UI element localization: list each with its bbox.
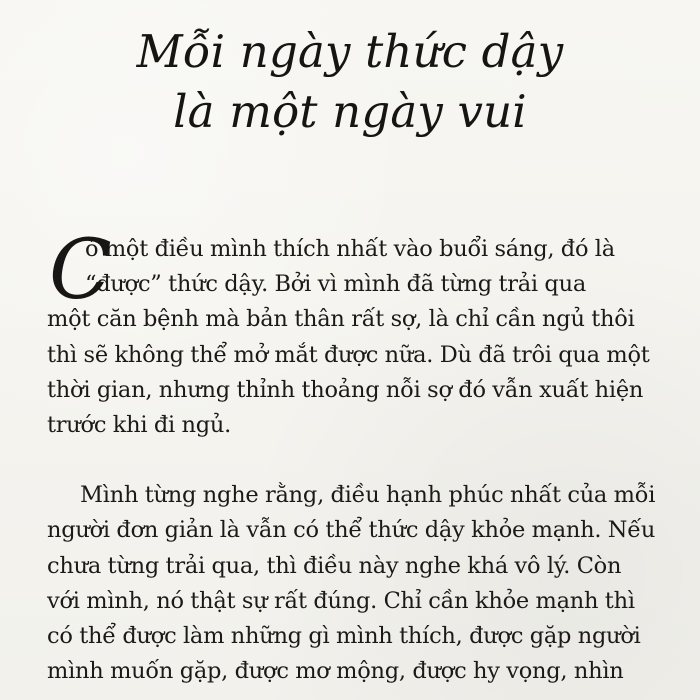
paragraph-2-line-3: chưa từng trải qua, thì điều này nghe khá vô lý. Còn xyxy=(47,552,622,579)
paragraph-1-line-4: thì sẽ không thể mở mắt được nữa. Dù đã trôi qua một xyxy=(47,341,650,368)
body-text xyxy=(47,223,680,689)
paragraph-2-line-6: mình muốn gặp, được mơ mộng, được hy vọng, nhìn xyxy=(47,658,624,685)
paragraph-2 xyxy=(47,478,680,689)
title-line-1: Mỗi ngày thức dậy xyxy=(136,25,564,78)
paragraph-1-line-5: thời gian, nhưng thỉnh thoảng nỗi sợ đó vẫn xuất hiện xyxy=(47,376,644,403)
paragraph-1-line-6: trước khi đi ngủ. xyxy=(47,412,232,439)
title-line-2: là một ngày vui xyxy=(173,85,527,138)
paragraph-1-line-3: một căn bệnh mà bản thân rất sợ, là chỉ cần ngủ thôi xyxy=(47,306,635,333)
paragraph-1-line-2: “được” thức dậy. Bởi vì mình đã từng trải qua xyxy=(85,271,586,298)
paragraph-2-line-2: người đơn giản là vẫn có thể thức dậy khỏe mạnh. Nếu xyxy=(47,517,656,544)
paragraph-2-line-5: có thể được làm những gì mình thích, được gặp người xyxy=(47,623,641,650)
drop-cap: C xyxy=(49,223,112,318)
paragraph-2-line-1: Mình từng nghe rằng, điều hạnh phúc nhất của mỗi xyxy=(80,482,656,509)
paragraph-2-line-4: với mình, nó thật sự rất đúng. Chỉ cần khỏe mạnh thì xyxy=(47,587,635,614)
chapter-title xyxy=(0,22,700,142)
paragraph-1 xyxy=(47,223,680,443)
paragraph-1-line-1: ó một điều mình thích nhất vào buổi sáng, đó là xyxy=(85,236,615,262)
